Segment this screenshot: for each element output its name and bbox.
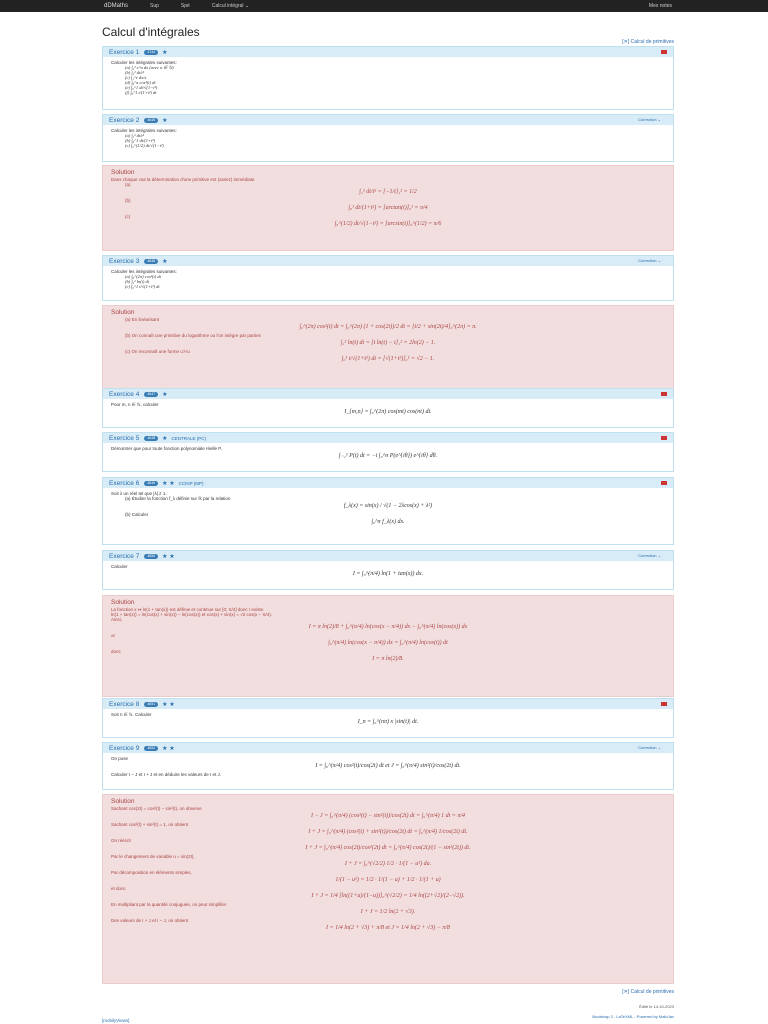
pdf-icon[interactable] [661, 481, 667, 485]
solution-line: La fonction x ↦ ln(1 + tan(x)) est définie et continue sur [0; π/4] donc I existe. [111, 607, 265, 612]
top-navbar [0, 0, 768, 12]
solution-line: (c) On reconnaît une forme u'/√u [125, 349, 190, 354]
correction-toggle[interactable]: Correction ⌄ [638, 553, 661, 558]
edit-date: Édité le 14-10-2023 [639, 1004, 674, 1009]
exercise-title: Exercice 1 [109, 48, 140, 56]
exercise-id-badge: 4648 [144, 436, 158, 441]
solution-formula: I = 1/4 ln(2 + √3) + π/8 et J = 1/4 ln(2 + √3) − π/8 [326, 925, 450, 931]
exercise-intro: Calculer les intégrales suivantes: [111, 128, 177, 133]
exercise-intro: Démontrer que pour toute fonction polynomiale réelle P, [111, 446, 222, 451]
footer-image-placeholder: [mobilyViews] [102, 1018, 130, 1023]
exercise-intro: Calculer les intégrales suivantes: [111, 269, 177, 274]
solution-line: Par le changement de variable u = sin(2t), [111, 854, 195, 859]
solution-line: On réécrit [111, 838, 131, 843]
solution-formula: I = π ln(2)/8. [372, 656, 404, 662]
solution-formula: ∫₀^(π/4) ln(cos(x − π/4)) dx = ∫₀^(π/4) ln(cos(t)) dt [328, 640, 448, 646]
exercise-formula: I = ∫₀^(π/4) cos²(t)/cos(2t) dt et J = ∫₀^(π/4) sin²(t)/cos(2t) dt. [315, 763, 461, 769]
difficulty-stars: ★ ★ [162, 480, 175, 487]
pdf-icon[interactable] [661, 392, 667, 396]
solution-line: et donc [111, 886, 126, 891]
exercise-id-badge: 4646 [144, 259, 158, 264]
exercise-header[interactable] [103, 551, 673, 561]
exercise-3 [102, 255, 674, 301]
solution-9 [102, 794, 674, 984]
list-item: (c) ∫₀^(1/2) dt/√(1−t²) [125, 143, 164, 148]
exercise-header[interactable] [103, 699, 673, 709]
exercise-outro: Calculer I − J et I + J et en déduire les valeurs de I et J. [111, 772, 222, 777]
list-item: (e) ∫₀^1 dt/√(1−t²) [125, 85, 158, 90]
exercise-id-badge: 4649 [144, 481, 158, 486]
solution-formula: I + J = ∫₀^(√2/2) 1/2 · 1/(1 − u²) du. [344, 861, 432, 867]
difficulty-stars: ★ [162, 435, 168, 442]
pdf-icon[interactable] [661, 50, 667, 54]
list-item: (a) ∫₀^(2π) cos²(t) dt [125, 274, 161, 279]
solution-line: (b) [125, 198, 131, 203]
difficulty-stars: ★ ★ [162, 745, 175, 752]
solution-formula: I + J = 1/4 [ln((1+u)/(1−u))]₀^(√2/2) = 1/4 ln((2+√2)/(2−√2)). [311, 893, 465, 899]
exercise-header[interactable] [103, 256, 673, 266]
exercise-header[interactable] [103, 115, 673, 125]
solution-formula: I = π ln(2)/8 + ∫₀^(π/4) ln(cos(x − π/4)) dx − ∫₀^(π/4) ln(cos(x)) dx [308, 624, 468, 630]
solution-line: (c) [125, 214, 131, 219]
exercise-header[interactable] [103, 433, 673, 443]
difficulty-stars: ★ ★ [162, 701, 175, 708]
solution-line: ln(1 + tan(x)) = ln(cos(x) + sin(x)) − ln(cos(x)) et cos(x) + sin(x) = √2 cos(x − π/4). [111, 612, 272, 617]
exercise-7 [102, 550, 674, 590]
exercise-intro: On pose [111, 756, 129, 761]
solution-formula: ∫₀^(1/2) dt/√(1−t²) = [arcsin(t)]₀^(1/2) = π/6 [334, 221, 442, 227]
exercise-formula-2: ∫₀^π f_λ(x) dx. [371, 519, 405, 525]
list-item: (a) Étudier la fonction f_λ définie sur ℝ par la relation [125, 496, 231, 501]
solution-line: or [111, 633, 116, 638]
solution-formula: ∫₀¹ dt/(1+t²) = [arctan(t)]₀¹ = π/4 [348, 205, 428, 211]
footer-credits[interactable]: Bootstrap 3 - LaTeXML - Powered by MathJax [592, 1014, 674, 1019]
exercise-5 [102, 432, 674, 472]
solution-formula: ∫₁² dt/t² = [−1/t]₁² = 1/2 [359, 189, 417, 195]
solution-formula: I + J = 1/2 ln(2 + √3). [360, 909, 416, 915]
exercise-header[interactable] [103, 47, 673, 57]
exercise-title: Exercice 7 [109, 552, 140, 560]
solution-3 [102, 305, 674, 393]
solution-heading: Solution [111, 169, 135, 176]
exercise-id-badge: 4645 [144, 118, 158, 123]
exercise-intro: Pour m, n ∈ ℕ, calculer [111, 402, 159, 407]
solution-formula: I + J = ∫₀^(π/4) cos(2t)/cos²(2t) dt = ∫₀^(π/4) cos(2t)/(1 − sin²(2t)) dt. [305, 845, 471, 851]
exercise-title: Exercice 5 [109, 434, 140, 442]
list-item: (c) ∫₁^e dx/x [125, 75, 147, 80]
correction-toggle[interactable]: Correction ⌄ [638, 117, 661, 122]
exercise-id-badge: 4651 [144, 702, 158, 707]
exercise-formula: ∫₋₁¹ P(t) dt = −i ∫₀^π P(e^{iθ}) e^{iθ} dθ. [338, 453, 438, 459]
exercise-intro: Soit n ∈ ℕ. Calculer [111, 712, 152, 717]
brand-link[interactable]: dDMaths [104, 3, 129, 9]
pdf-icon[interactable] [661, 436, 667, 440]
solution-formula: ∫₁² ln(t) dt = [t ln(t) − t]₁² = 2ln(2) − 1. [340, 340, 436, 346]
exercise-8 [102, 698, 674, 738]
pdf-icon[interactable] [661, 702, 667, 706]
solution-2 [102, 165, 674, 251]
solution-line: (a) En linéarisant [125, 317, 160, 322]
solution-line: En multipliant par la quantité conjuguée, on peut simplifier [111, 902, 227, 907]
nav-mes-notes[interactable]: Mes notes [648, 3, 672, 9]
exercise-header[interactable] [103, 389, 673, 399]
solution-line: Ainsi, [111, 617, 123, 622]
list-item: (a) ∫₁² dt/t² [125, 133, 144, 138]
solution-line: Sachant cos²(t) + sin²(t) = 1, on obtient [111, 822, 189, 827]
solution-heading: Solution [111, 309, 135, 316]
solution-heading: Solution [111, 599, 135, 606]
nav-spe[interactable]: Spé [180, 3, 190, 9]
solution-line: (b) On connaît une primitive du logarithme ou l'on intègre par parties [125, 333, 261, 338]
page-title: Calcul d'intégrales [102, 25, 200, 39]
nav-calcul-integral-dropdown[interactable]: Calcul intégral ⌄ [211, 3, 250, 9]
solution-line: donc [111, 649, 121, 654]
exercise-1 [102, 46, 674, 110]
exercise-header[interactable] [103, 478, 673, 488]
exercise-formula: I_{m,n} = ∫₀^(2π) cos(mt) cos(nt) dt. [344, 409, 432, 415]
correction-toggle[interactable]: Correction ⌄ [638, 258, 661, 263]
solution-intro: Dans chaque cas la détermination d'une primitive est (assez) immédiate [111, 177, 255, 182]
exercise-formula: I = ∫₀^(π/4) ln(1 + tan(x)) dx. [352, 571, 424, 577]
list-item: (b) ∫₁² dt/t² [125, 70, 144, 75]
exercise-title: Exercice 9 [109, 744, 140, 752]
calcul-primitives-link-top[interactable]: [✕] Calcul de primitives [622, 39, 674, 45]
list-item: (b) ∫₁² ln(t) dt [125, 279, 150, 284]
nav-sup[interactable]: Sup [150, 3, 159, 9]
exercise-intro: Soit λ un réel tel que |λ| ≠ 1. [111, 491, 167, 496]
solution-line: Par décomposition en éléments simples, [111, 870, 192, 875]
exercise-2 [102, 114, 674, 162]
exercise-6 [102, 477, 674, 545]
difficulty-stars: ★ [162, 391, 168, 398]
difficulty-stars: ★ [162, 258, 168, 265]
exercise-id-badge: 4652 [144, 746, 158, 751]
exam-tag: CENTRALE (PC) [171, 435, 207, 441]
list-item: (b) Calculer [125, 512, 149, 517]
calcul-primitives-link-bottom[interactable]: [✕] Calcul de primitives [622, 989, 674, 995]
exercise-header[interactable] [103, 743, 673, 753]
exercise-title: Exercice 3 [109, 257, 140, 265]
exercise-formula: I_n = ∫₀^(nπ) x |sin(t)| dt. [357, 719, 419, 725]
list-item: (c) ∫₀^1 t/√(1+t²) dt [125, 284, 160, 289]
difficulty-stars: ★ [162, 49, 168, 56]
list-item: (f) ∫₀^1 t/(1+t²) dt [125, 90, 157, 95]
correction-toggle[interactable]: Correction ⌄ [638, 745, 661, 750]
exercise-id-badge: 4647 [144, 392, 158, 397]
difficulty-stars: ★ ★ [162, 553, 175, 560]
exercise-title: Exercice 8 [109, 700, 140, 708]
exercise-intro: Calculer [111, 564, 128, 569]
solution-formula: ∫₀^(2π) cos²(t) dt = ∫₀^(2π) (1 + cos(2t))/2 dt = [t/2 + sin(2t)/4]₀^(2π) = π. [299, 324, 477, 330]
exercise-title: Exercice 2 [109, 116, 140, 124]
exercise-formula: f_λ(x) = sin(x) / √(1 − 2λcos(x) + λ²) [343, 503, 433, 509]
solution-formula: ∫₀¹ t/√(1+t²) dt = [√(1+t²)]₀¹ = √2 − 1. [341, 356, 435, 362]
list-item: (d) ∫₀^π cos²(t) dt [125, 80, 156, 85]
solution-line: Des valeurs de I + J et I − J, on obtient [111, 918, 189, 923]
exercise-intro: Calculer les intégrales suivantes: [111, 60, 177, 65]
exercise-id-badge: 4744 [144, 50, 158, 55]
exam-tag: CCINP (MP) [178, 480, 204, 486]
exercise-title: Exercice 6 [109, 479, 140, 487]
exercise-4 [102, 388, 674, 428]
solution-formula: 1/(1 − u²) = 1/2 · 1/(1 − u) + 1/2 · 1/(1 + u) [335, 877, 441, 883]
solution-line: Sachant cos(2t) = cos²(t) − sin²(t), on observe [111, 806, 202, 811]
solution-heading: Solution [111, 798, 135, 805]
solution-formula: I + J = ∫₀^(π/4) (cos²(t) + sin²(t))/cos(2t) dt = ∫₀^(π/4) 1/cos(2t) dt. [308, 829, 468, 835]
solution-line: (a) [125, 182, 131, 187]
list-item: (a) ∫₁² x^n dx (avec n ∈ ℕ) [125, 65, 174, 70]
list-item: (b) ∫₀^1 dt/(1+t²) [125, 138, 156, 143]
exercise-id-badge: 4650 [144, 554, 158, 559]
exercise-9 [102, 742, 674, 790]
solution-7 [102, 595, 674, 697]
difficulty-stars: ★ [162, 117, 168, 124]
page-content [102, 12, 674, 1023]
exercise-title: Exercice 4 [109, 390, 140, 398]
solution-formula: I − J = ∫₀^(π/4) (cos²(t) − sin²(t))/cos(2t) dt = ∫₀^(π/4) 1 dt = π/4 [310, 813, 466, 819]
